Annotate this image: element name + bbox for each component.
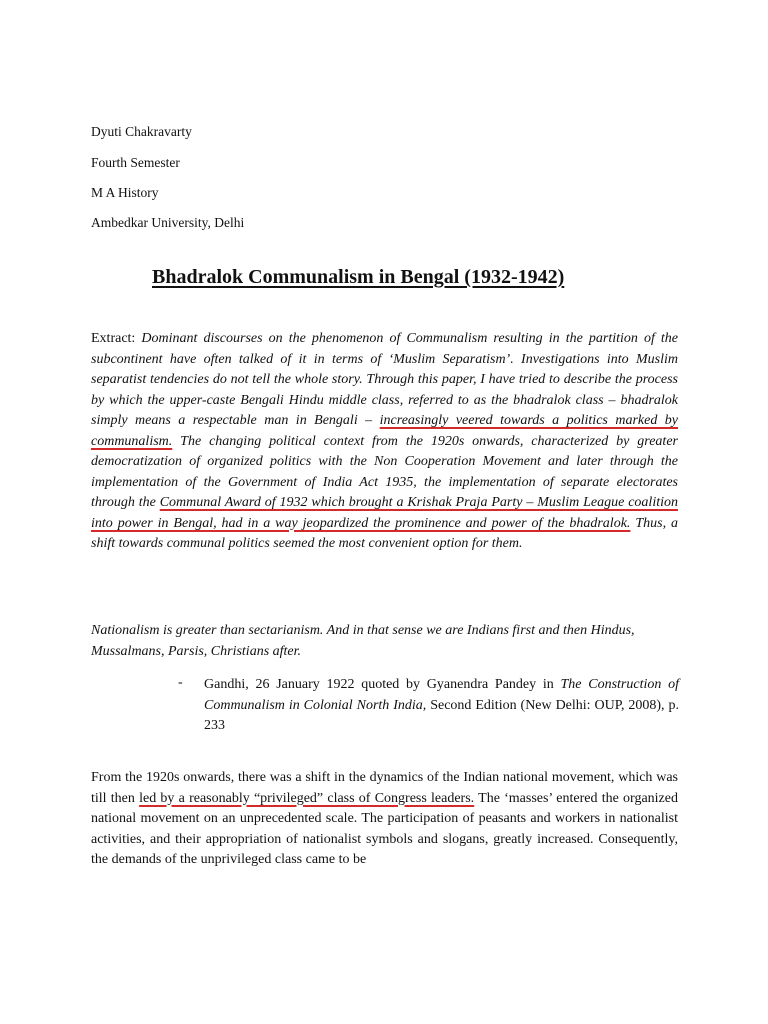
extract-text-3: Thus, a shift towards communal politics seemed the most convenient option for them. [91, 515, 679, 551]
highlighted-phrase-1: increasingly veered towards a politics marked by communalism. [91, 413, 679, 449]
extract-paragraph [91, 329, 678, 555]
body-paragraph [91, 768, 678, 871]
highlighted-phrase-3: led by a reasonably “privileged” class of Congress leaders. [139, 790, 475, 806]
semester: Fourth Semester [91, 155, 180, 170]
citation-book-title: The Construction of Communalism in Colonial North India, [204, 677, 679, 713]
epigraph-citation [204, 675, 679, 737]
extract-text-2: The changing political context from the 1920s onwards, characterized by greater democratization of organized politics with the Non Cooperation Movement and later through the implementation of the Government of India Act 1935, the implementation of separate electorates through the [91, 433, 678, 510]
program: M A History [91, 185, 159, 200]
epigraph-quote: Nationalism is greater than sectarianism. And in that sense we are Indians first and then Hindus, Mussalmans, Parsis, Christians after. [91, 623, 635, 659]
extract-text-1: Dominant discourses on the phenomenon of Communalism resulting in the partition of the subcontinent have often talked of it in terms of ‘Muslim Separatism’. Investigations into Muslim separatist tendencies do not tell the whole story. Through this paper, I have tried to describe the process by which the upper-caste Bengali Hindu middle class, referred to as the bhadralok class – bhadralok simply means a respectable man in Bengali – [91, 331, 679, 428]
citation-dash: - [178, 675, 183, 690]
page-title: Bhadralok Communalism in Bengal (1932-1942) [152, 266, 565, 288]
extract-text [91, 331, 678, 551]
citation-details: Second Edition (New Delhi: OUP, 2008), p. 233 [204, 697, 679, 733]
author-name: Dyuti Chakravarty [91, 124, 192, 139]
body-text-1: From the 1920s onwards, there was a shift in the dynamics of the Indian national movement, which was till then [91, 770, 678, 806]
body-text-2: The ‘masses’ entered the organized national movement on an unprecedented scale. The participation of peasants and workers in nationalist activities, and their appropriation of nationalist symbols and slogans, greatly increased. Consequently, the demands of the unprivileged class came to be [91, 790, 678, 867]
extract-label: Extract: [91, 331, 142, 346]
highlighted-phrase-2: Communal Award of 1932 which brought a Krishak Praja Party – Muslim League coalition into power in Bengal, had in a way jeopardized the prominence and power of the bhadralok. [91, 495, 678, 531]
university: Ambedkar University, Delhi [91, 215, 245, 230]
citation-text: Gandhi, 26 January 1922 quoted by Gyanendra Pandey in [204, 677, 561, 692]
